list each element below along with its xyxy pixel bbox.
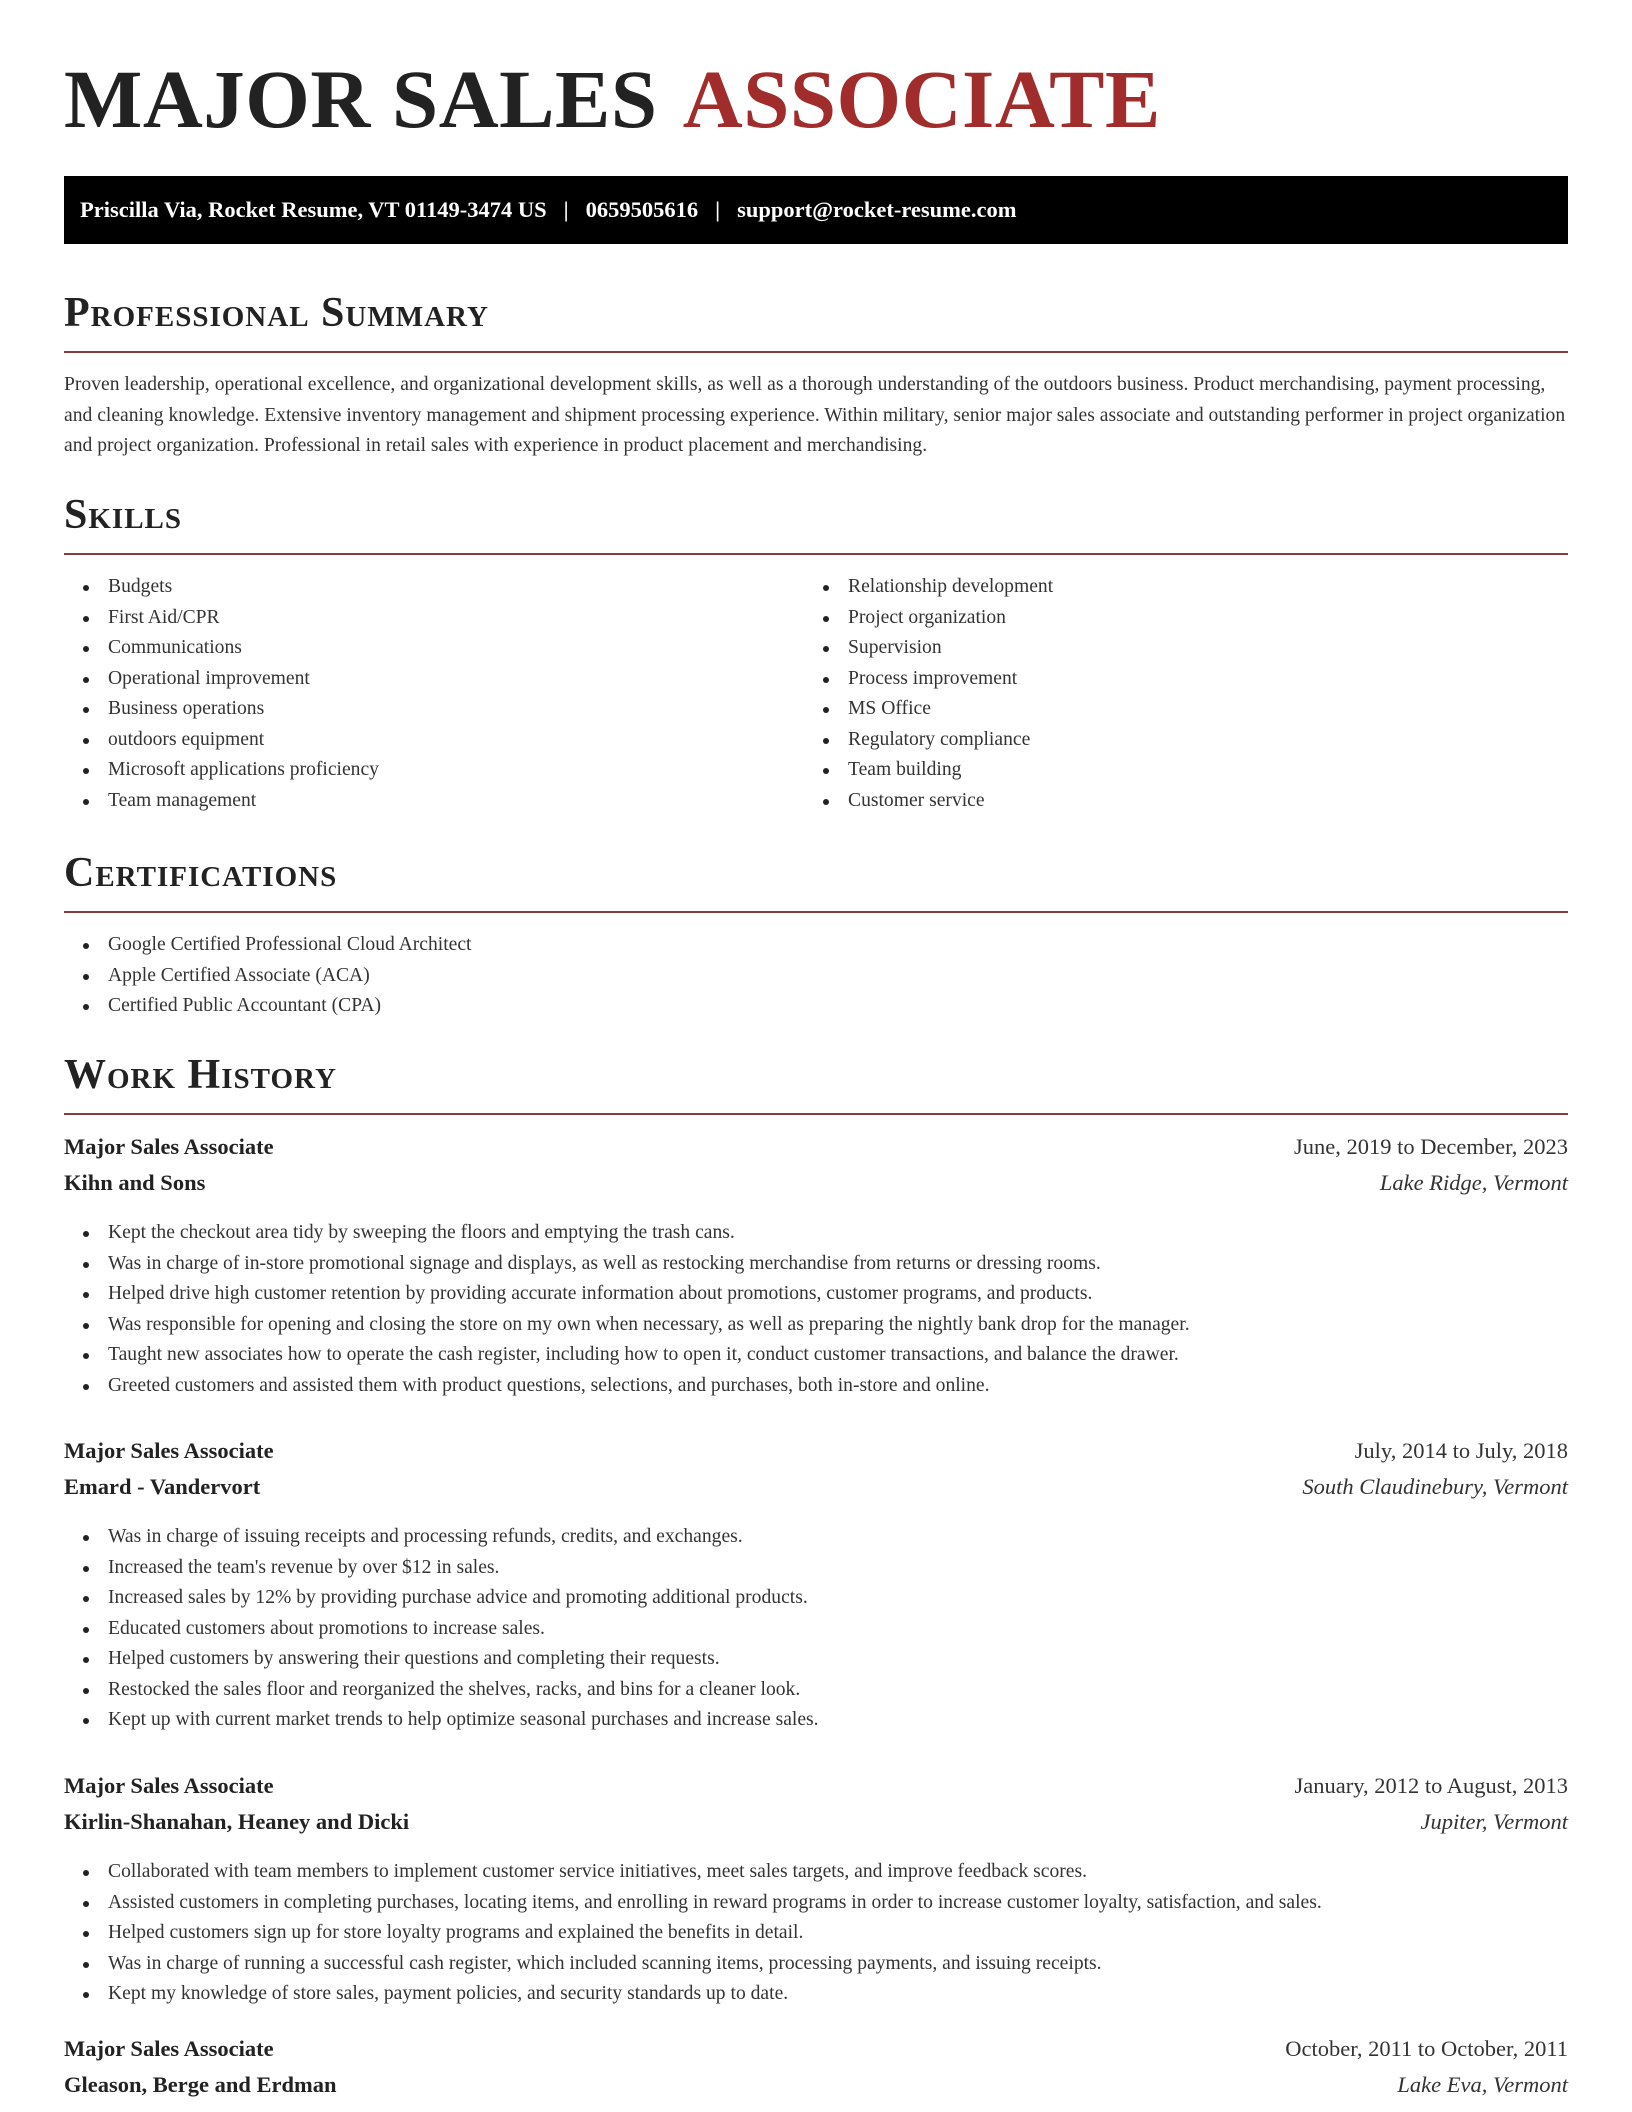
skill-item: Relationship development	[804, 572, 1053, 603]
job-location: Lake Eva, Vermont	[1397, 2072, 1568, 2097]
skill-item: Microsoft applications proficiency	[64, 755, 379, 786]
job-duty-item: Was in charge of issuing receipts and processing refunds, credits, and exchanges.	[64, 1522, 1568, 1553]
job-duty-item: Helped customers by answering their questions and completing their requests.	[64, 1644, 1568, 1675]
title-main: MAJOR SALES	[64, 53, 658, 145]
resume-title	[64, 53, 1161, 145]
certification-item: Apple Certified Associate (ACA)	[64, 961, 472, 992]
skill-item: Operational improvement	[64, 664, 379, 695]
job-title: Major Sales Associate	[64, 2036, 274, 2061]
job-duty-item: Kept up with current market trends to help optimize seasonal purchases and increase sales.	[64, 1705, 1568, 1736]
title-accent: ASSOCIATE	[682, 53, 1161, 145]
skill-item: Budgets	[64, 572, 379, 603]
job-duty-item: Was in charge of running a successful cash register, which included scanning items, processing payments, and issuing receipts.	[64, 1949, 1568, 1980]
section-divider	[64, 351, 1568, 353]
job-duty-item: Increased the team's revenue by over $12 in sales.	[64, 1553, 1568, 1584]
job-entry	[64, 1773, 1568, 2010]
job-dates: June, 2019 to December, 2023	[1293, 1134, 1568, 1159]
skill-item: Team management	[64, 786, 379, 817]
skills-list-left	[64, 572, 379, 816]
job-duty-item: Helped customers sign up for store loyalty programs and explained the benefits in detail.	[64, 1918, 1568, 1949]
skill-item: Regulatory compliance	[804, 725, 1053, 756]
job-duty-item: Greeted customers and assisted them with product questions, selections, and purchases, both in-store and online.	[64, 1371, 1568, 1402]
job-duties-list	[64, 1857, 1568, 2010]
job-title: Major Sales Associate	[64, 1438, 274, 1463]
skills-list-right	[804, 572, 1053, 816]
skill-item: outdoors equipment	[64, 725, 379, 756]
certification-item: Certified Public Accountant (CPA)	[64, 991, 472, 1022]
job-dates: October, 2011 to October, 2011	[1285, 2036, 1568, 2061]
job-location: Jupiter, Vermont	[1420, 1809, 1568, 1834]
contact-bar	[64, 176, 1568, 244]
job-title: Major Sales Associate	[64, 1773, 274, 1798]
job-location: South Claudinebury, Vermont	[1302, 1474, 1568, 1499]
job-duty-item: Was in charge of in-store promotional signage and displays, as well as restocking merchandise from returns or dressing rooms.	[64, 1249, 1568, 1280]
certifications-list	[64, 930, 472, 1022]
skills-heading: Skills	[64, 492, 183, 538]
section-divider	[64, 911, 1568, 913]
job-duty-item: Assisted customers in completing purchases, locating items, and enrolling in reward programs in order to increase customer loyalty, satisfaction, and sales.	[64, 1888, 1568, 1919]
skill-item: Process improvement	[804, 664, 1053, 695]
job-duty-item: Educated customers about promotions to increase sales.	[64, 1614, 1568, 1645]
job-duty-item: Helped drive high customer retention by providing accurate information about promotions, customer programs, and products.	[64, 1279, 1568, 1310]
certification-item: Google Certified Professional Cloud Architect	[64, 930, 472, 961]
skill-item: Team building	[804, 755, 1053, 786]
job-duties-list	[64, 1218, 1568, 1401]
job-company: Kihn and Sons	[64, 1170, 206, 1195]
job-duty-item: Restocked the sales floor and reorganized the shelves, racks, and bins for a cleaner look.	[64, 1675, 1568, 1706]
job-dates: July, 2014 to July, 2018	[1354, 1438, 1568, 1463]
job-entry	[64, 1438, 1568, 1736]
job-duty-item: Taught new associates how to operate the cash register, including how to open it, conduct customer transactions, and balance the drawer.	[64, 1340, 1568, 1371]
job-location: Lake Ridge, Vermont	[1379, 1170, 1568, 1195]
summary-heading: Professional Summary	[64, 290, 489, 336]
job-entry	[64, 2036, 1568, 2108]
job-title: Major Sales Associate	[64, 1134, 274, 1159]
skill-item: MS Office	[804, 694, 1053, 725]
contact-separator: |	[563, 197, 569, 222]
skill-item: Project organization	[804, 603, 1053, 634]
section-divider	[64, 1113, 1568, 1115]
job-duties-list	[64, 1522, 1568, 1736]
contact-email[interactable]: support@rocket-resume.com	[737, 197, 1017, 222]
job-entry	[64, 1134, 1568, 1401]
job-company: Kirlin-Shanahan, Heaney and Dicki	[64, 1809, 410, 1834]
job-company: Gleason, Berge and Erdman	[64, 2072, 337, 2097]
certifications-heading: Certifications	[64, 850, 338, 896]
contact-separator: |	[715, 197, 721, 222]
job-company: Emard - Vandervort	[64, 1474, 261, 1499]
skill-item: First Aid/CPR	[64, 603, 379, 634]
work-history-heading: Work History	[64, 1052, 337, 1098]
skill-item: Business operations	[64, 694, 379, 725]
summary-text: Proven leadership, operational excellence, and organizational development skills, as well as a thorough understanding of the outdoors business. Product merchandising, payment processing, and cleaning knowledge. Extensive inventory management and shipment processing experience. Within military, senior major sales associate and outstanding performer in project organization and project organization. Professional in retail sales with experience in product placement and merchandising.	[64, 374, 1566, 456]
contact-address: Priscilla Via, Rocket Resume, VT 01149-3474 US	[80, 197, 547, 222]
contact-phone[interactable]: 0659505616	[585, 197, 699, 222]
job-dates: January, 2012 to August, 2013	[1294, 1773, 1568, 1798]
job-duty-item: Collaborated with team members to implement customer service initiatives, meet sales targets, and improve feedback scores.	[64, 1857, 1568, 1888]
job-duty-item: Kept my knowledge of store sales, payment policies, and security standards up to date.	[64, 1979, 1568, 2010]
skill-item: Customer service	[804, 786, 1053, 817]
skill-item: Supervision	[804, 633, 1053, 664]
section-divider	[64, 553, 1568, 555]
job-duty-item: Increased sales by 12% by providing purchase advice and promoting additional products.	[64, 1583, 1568, 1614]
skill-item: Communications	[64, 633, 379, 664]
job-duty-item: Was responsible for opening and closing the store on my own when necessary, as well as preparing the nightly bank drop for the manager.	[64, 1310, 1568, 1341]
job-duty-item: Kept the checkout area tidy by sweeping the floors and emptying the trash cans.	[64, 1218, 1568, 1249]
